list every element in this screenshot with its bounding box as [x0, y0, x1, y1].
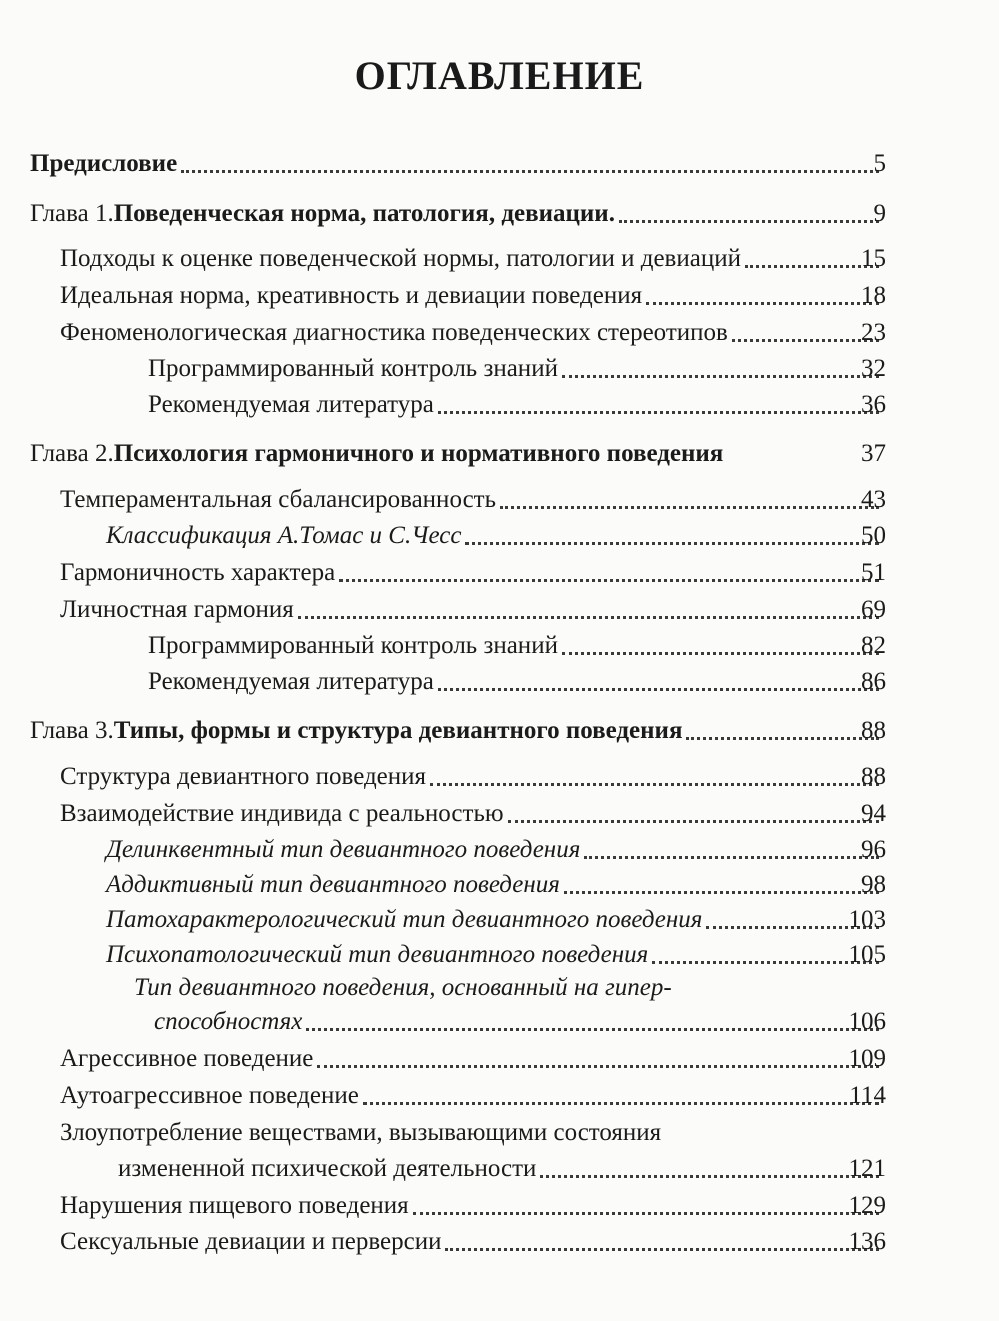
toc-page-number: 37: [861, 440, 886, 467]
toc-page-number: 5: [873, 150, 886, 177]
toc-entry-chapter-3[interactable]: [30, 713, 885, 749]
toc-page-number: 98: [861, 871, 886, 898]
toc-entry-label: Подходы к оценке поведенческой нормы, патологии и девиаций: [60, 245, 741, 272]
toc-entry-label: Программированный контроль знаний: [148, 632, 558, 659]
toc-entry[interactable]: [106, 867, 885, 903]
leader-dots: [181, 170, 879, 173]
toc-page-number: 86: [861, 668, 886, 695]
toc-page-number: 109: [848, 1045, 886, 1072]
toc-page-number: 43: [861, 486, 886, 513]
toc-entry[interactable]: [60, 315, 885, 351]
toc-page-number: 82: [861, 632, 886, 659]
toc-entry-label: Аутоагрессивное поведение: [60, 1082, 359, 1109]
toc-entry[interactable]: [148, 628, 885, 664]
leader-dots: [339, 579, 879, 582]
toc-entry-label: Структура девиантного поведения: [60, 763, 427, 790]
toc-entry-label: Нарушения пищевого поведения: [60, 1192, 409, 1219]
chapter-prefix: Глава 3.: [30, 717, 114, 744]
toc-entry-label: способностях: [154, 1008, 303, 1035]
leader-dots: [438, 411, 879, 414]
toc-entry-label: Взаимодействие индивида с реальностью: [60, 800, 504, 827]
toc-page-number: 32: [861, 355, 886, 382]
leader-dots: [306, 1028, 879, 1031]
toc-page-number: 69: [861, 596, 886, 623]
chapter-prefix: Глава 2.: [30, 440, 114, 467]
page-title: ОГЛАВЛЕНИЕ: [354, 53, 645, 98]
toc-entry[interactable]: [106, 902, 885, 938]
toc-page-number: 114: [849, 1082, 886, 1109]
toc-page-number: 121: [848, 1155, 886, 1182]
toc-entry[interactable]: [118, 1151, 885, 1187]
toc-page-number: 23: [861, 319, 886, 346]
toc-entry[interactable]: [60, 1078, 885, 1114]
toc-page-number: 36: [861, 391, 886, 418]
toc-entry[interactable]: [60, 1188, 885, 1224]
toc-page-number: 88: [861, 763, 886, 790]
leader-dots: [363, 1102, 879, 1105]
toc-entry-label: Гармоничность характера: [60, 559, 336, 586]
toc-entry[interactable]: [60, 1041, 885, 1077]
toc-entry[interactable]: [60, 592, 885, 628]
toc-entry-label: Личностная гармония: [60, 596, 294, 623]
leader-dots: [438, 688, 879, 691]
toc-entry[interactable]: [106, 832, 885, 868]
toc-entry[interactable]: [60, 482, 885, 518]
toc-entry[interactable]: [148, 664, 885, 700]
toc-entry-label: Идеальная норма, креативность и девиации поведения: [60, 282, 643, 309]
toc-entry-label: Феноменологическая диагностика поведенческих стереотипов: [60, 319, 728, 346]
toc-entry-label: Типы, формы и структура девиантного поведения: [113, 717, 683, 744]
toc-entry-label: Темпераментальная сбалансированность: [60, 486, 496, 513]
toc-entry-label: Программированный контроль знаний: [148, 355, 558, 382]
toc-entry-label: Аддиктивный тип девиантного поведения: [106, 871, 560, 898]
toc-entry-label: Психология гармоничного и нормативного поведения: [113, 440, 724, 467]
toc-entry-label: Патохарактерологический тип девиантного поведения: [106, 906, 703, 933]
toc-page-number: 105: [848, 941, 886, 968]
toc-entry-label: Рекомендуемая литература: [148, 391, 434, 418]
toc-entry-chapter-1[interactable]: [30, 196, 885, 232]
toc-entry-label: Психопатологический тип девиантного поведения: [106, 941, 649, 968]
toc-entry[interactable]: [60, 1224, 885, 1260]
toc-entry[interactable]: [60, 796, 885, 832]
toc-entry-label: Классификация А.Томас и С.Чесс: [106, 522, 462, 549]
toc-entry[interactable]: [106, 518, 885, 554]
toc-page-number: 103: [848, 906, 886, 933]
toc-entry-label: Агрессивное поведение: [60, 1045, 314, 1072]
toc-page-number: 129: [848, 1192, 886, 1219]
toc-page-number: 9: [873, 200, 886, 227]
toc-entry-label: Рекомендуемая литература: [148, 668, 434, 695]
toc-page-number: 106: [848, 1008, 886, 1035]
toc-entry-label: Делинквентный тип девиантного поведения: [106, 836, 581, 863]
toc-entry[interactable]: [148, 351, 885, 387]
toc-page-number: 50: [861, 522, 886, 549]
toc-entry-chapter-2[interactable]: [30, 436, 885, 472]
toc-page-number: 94: [861, 800, 886, 827]
chapter-prefix: Глава 1.: [30, 200, 114, 227]
toc-entry-line-1: Злоупотребление веществами, вызывающими состояния: [60, 1119, 662, 1146]
toc-page-number: 96: [861, 836, 886, 863]
leader-dots: [465, 542, 879, 545]
toc-entry[interactable]: [148, 387, 885, 423]
toc-page-number: 15: [861, 245, 886, 272]
toc-page-number: 136: [848, 1228, 886, 1255]
toc-entry[interactable]: [154, 1004, 885, 1040]
toc-entry-label: Поведенческая норма, патология, девиации.: [113, 200, 615, 227]
toc-page-number: 18: [861, 282, 886, 309]
leader-dots: [413, 1212, 879, 1215]
toc-entry-preface[interactable]: [30, 146, 885, 182]
toc-entry[interactable]: [60, 278, 885, 314]
leader-dots: [298, 616, 879, 619]
leader-dots: [317, 1065, 879, 1068]
toc-entry-line-1: Тип девиантного поведения, основанный на гипер-: [134, 974, 672, 1001]
toc-entry-label: измененной психической деятельности: [118, 1155, 537, 1182]
toc-page-number: 88: [861, 717, 886, 744]
toc-entry[interactable]: [106, 937, 885, 973]
toc-entry[interactable]: [60, 759, 885, 795]
leader-dots: [430, 783, 879, 786]
toc-page-number: 51: [861, 559, 886, 586]
toc-entry-label: Предисловие: [30, 150, 178, 177]
toc-entry-label: Сексуальные девиации и перверсии: [60, 1228, 442, 1255]
toc-entry[interactable]: [60, 555, 885, 591]
leader-dots: [445, 1248, 879, 1251]
toc-entry[interactable]: [60, 241, 885, 277]
